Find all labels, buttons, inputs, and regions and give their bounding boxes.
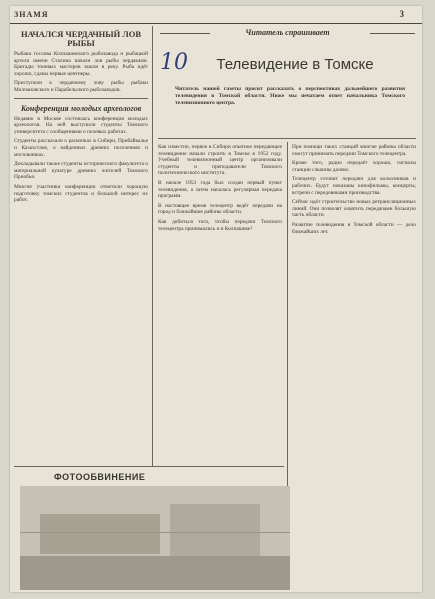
- headline-archaeologists: Конференция молодых археологов: [20, 103, 142, 113]
- paragraph: Многие участники конференции отметили хорошую подготовку томских студентов и большой интерес их работ.: [14, 183, 148, 204]
- page-number: 3: [399, 9, 404, 19]
- article-title: Телевидение в Томске: [216, 56, 374, 73]
- paragraph: Приступили к чердачному лову рыбы рыбаки Молчановского и Парабельского рыбозаводов.: [14, 80, 148, 93]
- left-column: [14, 28, 148, 466]
- rubric-label: Читатель спрашивает: [245, 28, 330, 37]
- masthead-fragment: ЗНАМЯ: [14, 10, 49, 19]
- paragraph: Сейчас идёт строительство новых ретрансляционных линий. Они позволят охватить передачами большую часть области.: [292, 199, 416, 219]
- paragraph: Недавно в Москве состоялась конференция молодых археологов. На ней выступили студенты Томского университета с сообщениями о полевых работах.: [14, 115, 148, 135]
- fold-line: [20, 532, 290, 533]
- newspaper-page: [10, 6, 422, 592]
- paragraph: Кроме того, радио передаёт хорошо, сигналы станции слышны далеко.: [292, 160, 416, 173]
- headline-fish: НАЧАЛСЯ ЧЕРДАЧНЫЙ ЛОВ РЫБЫ: [20, 29, 141, 48]
- paragraph: Как известно, первое в Сибири опытное передающее телевидение начали строить в Томске в 1952 году. Учебный телевизионный центр организовали студенты и преподаватели Томского политехнического института.: [158, 144, 282, 177]
- header-rule: [10, 23, 422, 24]
- paragraph: Студенты рассказали о раскопках в Сибири, Прибайкалье и Казахстане, о найденных древних поселениях и могильниках.: [14, 138, 148, 158]
- column-rule: [152, 26, 153, 466]
- paragraph: В начале 1953 года был создан первый пункт телевидения, а затем началась регулярная передача программ.: [158, 179, 282, 200]
- photo-image: [20, 486, 290, 590]
- paragraph: Докладывали также студенты исторического факультета о материальной культуре древних жителей Томского Приобья.: [14, 161, 148, 181]
- handwritten-number: 10: [160, 50, 188, 75]
- paragraph: Развитие телевидения в Томской области — дело ближайших лет.: [292, 221, 416, 235]
- paragraph: Как добиться того, чтобы передачи Томского телецентра принимались и в Колпашеве?: [158, 218, 282, 232]
- article-column-a: [158, 144, 282, 456]
- photo-illustration: [20, 486, 290, 590]
- paragraph: При помощи таких станций многие районы области смогут принимать передачи Томского телецентра.: [292, 144, 416, 157]
- photo-divider: [14, 466, 284, 467]
- article-lead: Читатель нашей газеты просит рассказать о перспективах дальнейшего развития телевидения в Томской области. Ниже мы печатаем ответ начальника Томского телевизионного центра.: [175, 86, 405, 106]
- photo-section-title: ФОТООБВИНЕНИЕ: [54, 472, 146, 482]
- paragraph: Рыбаки гослова Колпашевского рыбозавода и рыбацкой артели имени Сталина начали лов рыбы чердаками. Бригады тоневых мастеров зашли в реку. Рыба идёт хорошо, сданы первые центнеры.: [14, 51, 148, 77]
- paragraph: Телецентр готовит передачи для колхозников и рабочих. Будут показаны кинофильмы, концерты, встречи с передовиками производства.: [292, 176, 416, 196]
- divider: [14, 98, 148, 99]
- lead-divider: [158, 138, 416, 139]
- paragraph: В настоящее время телецентр ведёт передачи на город и ближайшие районы области.: [158, 202, 282, 216]
- rubric-rule-right: [370, 33, 415, 34]
- article-column-b: [292, 144, 416, 589]
